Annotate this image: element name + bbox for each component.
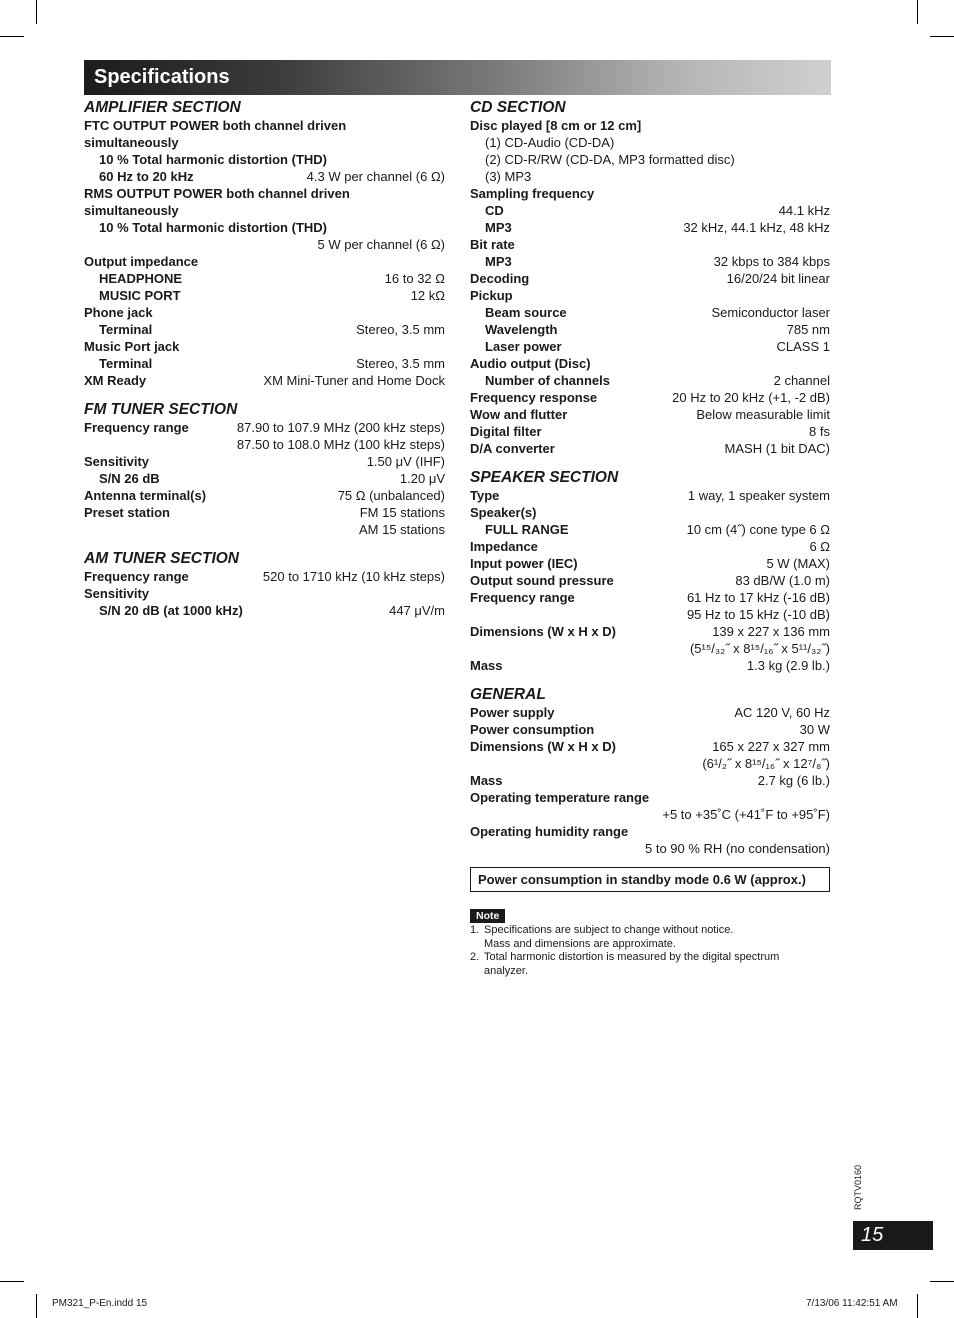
spec-value: 87.50 to 108.0 MHz (100 kHz steps) (236, 437, 445, 452)
spec-value: 32 kbps to 384 kbps (713, 254, 830, 269)
spec-row (470, 304, 830, 321)
spec-value: Semiconductor laser (711, 305, 830, 320)
spec-label: Number of channels (485, 373, 610, 388)
spec-value: 5 W per channel (6 Ω) (317, 237, 445, 252)
speaker-spec-list (470, 487, 830, 674)
spec-label: Power consumption (470, 722, 595, 737)
spec-row (84, 270, 445, 287)
spec-value: (6¹/₂˝ x 8¹⁵/₁₆˝ x 12⁷/₈˝) (702, 756, 830, 771)
spec-label: Frequency range (84, 569, 189, 584)
spec-label: Input power (IEC) (470, 556, 578, 571)
note-item (470, 924, 830, 951)
right-column (470, 99, 830, 978)
spec-value: Stereo, 3.5 mm (356, 356, 445, 371)
spec-label: Laser power (485, 339, 562, 354)
spec-row (470, 589, 830, 606)
spec-row (470, 572, 830, 589)
spec-value: 2.7 kg (6 lb.) (757, 773, 830, 788)
note-line: Specifications are subject to change without notice. (484, 924, 734, 936)
spec-label: RMS OUTPUT POWER both channel driven (84, 186, 350, 201)
spec-row (84, 117, 445, 134)
speaker-section-title: SPEAKER SECTION (470, 469, 619, 486)
spec-row (84, 453, 445, 470)
spec-value: 10 cm (4˝) cone type 6 Ω (686, 522, 830, 537)
spec-label: simultaneously (84, 135, 179, 150)
spec-row (84, 504, 445, 521)
spec-label: D/A converter (470, 441, 555, 456)
spec-label: Antenna terminal(s) (84, 488, 207, 503)
spec-label: HEADPHONE (99, 271, 183, 286)
note-line: Mass and dimensions are approximate. (484, 937, 676, 950)
spec-row (470, 823, 830, 840)
spec-label: (3) MP3 (485, 169, 532, 184)
spec-value: 165 x 227 x 327 mm (712, 739, 830, 754)
spec-row (84, 355, 445, 372)
spec-label: FULL RANGE (485, 522, 569, 537)
spec-value: 20 Hz to 20 kHz (+1, -2 dB) (672, 390, 830, 405)
crop-mark (930, 36, 954, 37)
spec-row (470, 134, 830, 151)
spec-row (470, 168, 830, 185)
spec-label: MP3 (485, 254, 512, 269)
spec-value: 87.90 to 107.9 MHz (200 kHz steps) (236, 420, 445, 435)
spec-value: 32 kHz, 44.1 kHz, 48 kHz (683, 220, 830, 235)
spec-label: Frequency range (470, 590, 575, 605)
am-section-title: AM TUNER SECTION (84, 550, 239, 567)
spec-row (84, 202, 445, 219)
fm-section-title: FM TUNER SECTION (84, 401, 238, 418)
spec-label: Sensitivity (84, 454, 150, 469)
spec-value: Below measurable limit (696, 407, 830, 422)
spec-row (470, 389, 830, 406)
spec-row (84, 168, 445, 185)
page-number: 15 (853, 1221, 933, 1250)
spec-row (470, 504, 830, 521)
crop-mark (36, 1294, 37, 1318)
spec-row (84, 304, 445, 321)
spec-value: 16 to 32 Ω (384, 271, 445, 286)
spec-label: Decoding (470, 271, 530, 286)
spec-label: Mass (470, 658, 503, 673)
spec-value: 785 nm (786, 322, 830, 337)
spec-value: 4.3 W per channel (6 Ω) (306, 169, 445, 184)
crop-mark (917, 0, 918, 24)
spec-label: MP3 (485, 220, 512, 235)
amplifier-spec-list (84, 117, 445, 389)
spec-value: 61 Hz to 17 kHz (-16 dB) (686, 590, 830, 605)
spec-row (84, 253, 445, 270)
spec-value: XM Mini-Tuner and Home Dock (263, 373, 445, 388)
spec-label: Pickup (470, 288, 513, 303)
spec-label: Sensitivity (84, 586, 150, 601)
spec-row (470, 287, 830, 304)
spec-label: Operating temperature range (470, 790, 650, 805)
general-section-title: GENERAL (470, 686, 546, 703)
spec-value: 1.20 μV (399, 471, 445, 486)
spec-row (84, 585, 445, 602)
spec-value: 16/20/24 bit linear (726, 271, 830, 286)
title-banner (84, 60, 831, 95)
spec-value: 520 to 1710 kHz (10 kHz steps) (262, 569, 445, 584)
spec-label: Terminal (99, 356, 153, 371)
spec-label: XM Ready (84, 373, 147, 388)
spec-label: Digital filter (470, 424, 542, 439)
spec-label: Mass (470, 773, 503, 788)
spec-label: Operating humidity range (470, 824, 629, 839)
spec-value: 8 fs (809, 424, 830, 439)
spec-label: Frequency response (470, 390, 598, 405)
note-badge: Note (470, 909, 505, 923)
spec-value: AC 120 V, 60 Hz (734, 705, 830, 720)
spec-label: 10 % Total harmonic distortion (THD) (99, 220, 327, 235)
spec-label: Output sound pressure (470, 573, 614, 588)
document-code: RQTV0160 (853, 1164, 863, 1210)
spec-value: 5 W (MAX) (766, 556, 830, 571)
spec-value: 30 W (799, 722, 830, 737)
note-number: 1. (470, 924, 480, 936)
spec-row (84, 151, 445, 168)
spec-row (84, 287, 445, 304)
spec-value: +5 to +35˚C (+41˚F to +95˚F) (662, 807, 830, 822)
spec-label: Terminal (99, 322, 153, 337)
spec-label: Sampling frequency (470, 186, 595, 201)
spec-row (470, 606, 830, 623)
spec-row (470, 355, 830, 372)
left-column (84, 99, 445, 619)
spec-value: 139 x 227 x 136 mm (712, 624, 830, 639)
note-item (470, 951, 830, 978)
spec-label: Impedance (470, 539, 538, 554)
spec-row (470, 372, 830, 389)
spec-label: Disc played [8 cm or 12 cm] (470, 118, 642, 133)
spec-row (84, 338, 445, 355)
spec-label: S/N 26 dB (99, 471, 160, 486)
spec-row (84, 419, 445, 436)
spec-label: Dimensions (W x H x D) (470, 624, 616, 639)
spec-label: Output impedance (84, 254, 199, 269)
spec-row (84, 219, 445, 236)
fm-spec-list (84, 419, 445, 538)
spec-row (470, 321, 830, 338)
spec-label: Bit rate (470, 237, 515, 252)
spec-row (470, 640, 830, 657)
spec-label: FTC OUTPUT POWER both channel driven (84, 118, 347, 133)
note-number: 2. (470, 951, 480, 963)
crop-mark (917, 1294, 918, 1318)
spec-value: 447 μV/m (389, 603, 445, 618)
crop-mark (930, 1281, 954, 1282)
spec-value: 1 way, 1 speaker system (687, 488, 830, 503)
spec-label: Music Port jack (84, 339, 180, 354)
spec-row (470, 406, 830, 423)
spec-value: FM 15 stations (359, 505, 445, 520)
spec-row (470, 521, 830, 538)
general-spec-list (470, 704, 830, 857)
footer-timestamp: 7/13/06 11:42:51 AM (806, 1298, 898, 1309)
spec-row (470, 185, 830, 202)
spec-row (470, 538, 830, 555)
spec-row (470, 236, 830, 253)
spec-label: Dimensions (W x H x D) (470, 739, 616, 754)
spec-value: 1.3 kg (2.9 lb.) (746, 658, 830, 673)
crop-mark (0, 36, 24, 37)
spec-value: 5 to 90 % RH (no condensation) (645, 841, 830, 856)
spec-row (470, 151, 830, 168)
spec-label: simultaneously (84, 203, 179, 218)
spec-label: MUSIC PORT (99, 288, 181, 303)
spec-label: Phone jack (84, 305, 153, 320)
spec-row (470, 253, 830, 270)
spec-label: Type (470, 488, 500, 503)
spec-label: (1) CD-Audio (CD-DA) (485, 135, 615, 150)
spec-value: 6 Ω (809, 539, 830, 554)
spec-value: 44.1 kHz (778, 203, 830, 218)
crop-mark (0, 1281, 24, 1282)
spec-row (470, 704, 830, 721)
spec-row (84, 487, 445, 504)
spec-label: Wow and flutter (470, 407, 568, 422)
spec-row (84, 436, 445, 453)
spec-row (470, 657, 830, 674)
spec-value: 95 Hz to 15 kHz (-10 dB) (686, 607, 830, 622)
spec-label: Audio output (Disc) (470, 356, 591, 371)
spec-label: Frequency range (84, 420, 189, 435)
spec-row (470, 338, 830, 355)
spec-value: CLASS 1 (776, 339, 830, 354)
crop-mark (36, 0, 37, 24)
standby-power-box: Power consumption in standby mode 0.6 W (approx.) (470, 867, 830, 892)
spec-row (84, 372, 445, 389)
spec-value: AM 15 stations (359, 522, 445, 537)
cd-spec-list (470, 117, 830, 457)
spec-row (470, 202, 830, 219)
spec-row (470, 755, 830, 772)
spec-value: (5¹⁵/₃₂˝ x 8¹⁵/₁₆˝ x 5¹¹/₃₂˝) (689, 641, 830, 656)
spec-value: 2 channel (773, 373, 830, 388)
spec-row (84, 236, 445, 253)
spec-row (84, 134, 445, 151)
spec-row (84, 321, 445, 338)
spec-label: Wavelength (485, 322, 558, 337)
spec-row (470, 555, 830, 572)
spec-row (84, 521, 445, 538)
spec-row (470, 738, 830, 755)
spec-label: Speaker(s) (470, 505, 537, 520)
am-spec-list (84, 568, 445, 619)
spec-row (470, 440, 830, 457)
spec-row (470, 117, 830, 134)
spec-label: (2) CD-R/RW (CD-DA, MP3 formatted disc) (485, 152, 735, 167)
spec-row (470, 623, 830, 640)
spec-row (470, 721, 830, 738)
spec-row (470, 789, 830, 806)
spec-label: 60 Hz to 20 kHz (99, 169, 194, 184)
note-line: Total harmonic distortion is measured by the digital spectrum (484, 951, 780, 963)
amplifier-section-title: AMPLIFIER SECTION (84, 99, 241, 116)
page-title: Specifications (94, 66, 230, 88)
spec-value: 75 Ω (unbalanced) (337, 488, 445, 503)
spec-value: 83 dB/W (1.0 m) (735, 573, 830, 588)
spec-value: 1.50 μV (IHF) (366, 454, 445, 469)
spec-row (470, 270, 830, 287)
spec-label: 10 % Total harmonic distortion (THD) (99, 152, 327, 167)
spec-row (470, 219, 830, 236)
spec-label: S/N 20 dB (at 1000 kHz) (99, 603, 243, 618)
spec-label: Beam source (485, 305, 567, 320)
spec-value: MASH (1 bit DAC) (724, 441, 830, 456)
spec-row (84, 185, 445, 202)
spec-label: CD (485, 203, 504, 218)
spec-value: Stereo, 3.5 mm (356, 322, 445, 337)
spec-row (470, 487, 830, 504)
spec-row (84, 602, 445, 619)
note-list (470, 924, 830, 978)
spec-label: Power supply (470, 705, 555, 720)
spec-row (470, 806, 830, 823)
cd-section-title: CD SECTION (470, 99, 566, 116)
spec-value: 12 kΩ (410, 288, 445, 303)
spec-row (84, 470, 445, 487)
spec-row (470, 772, 830, 789)
spec-row (470, 840, 830, 857)
spec-row (84, 568, 445, 585)
footer-filename: PM321_P-En.indd 15 (52, 1298, 148, 1309)
note-line: analyzer. (484, 964, 529, 977)
spec-row (470, 423, 830, 440)
spec-label: Preset station (84, 505, 170, 520)
